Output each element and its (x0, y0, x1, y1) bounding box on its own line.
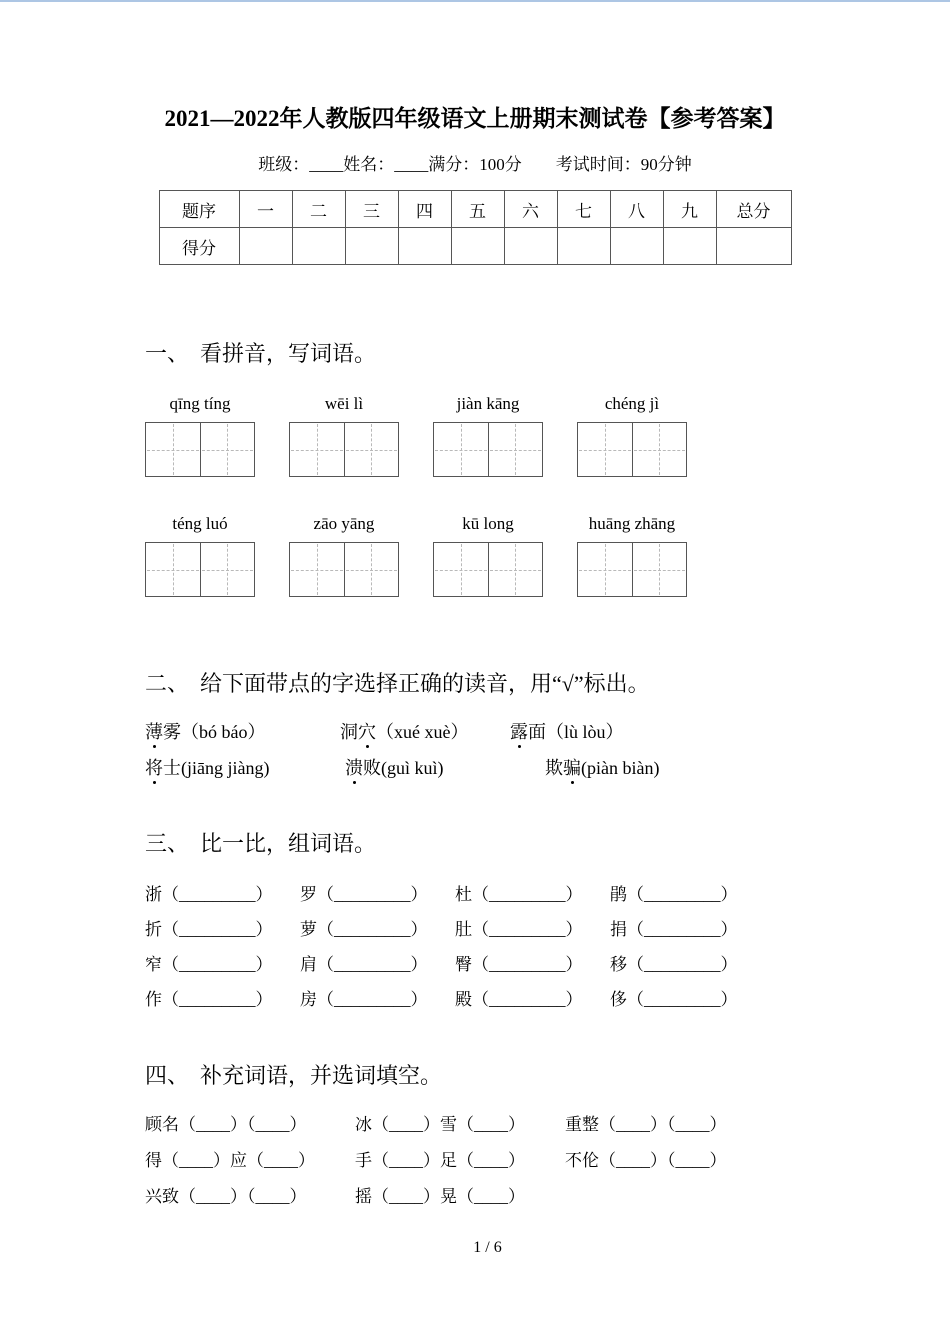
score-table-header-cell: 八 (610, 191, 663, 228)
fill-idiom-block (145, 1107, 830, 1215)
pinyin-word-group (433, 513, 543, 597)
score-cell-empty (398, 228, 451, 265)
fill-idiom-item: 顾名（____）（____） (145, 1115, 307, 1134)
writing-grid-box (433, 422, 543, 477)
writing-grid-cell (632, 423, 687, 476)
word-post: (piàn biàn) (581, 758, 660, 778)
fill-idiom-item: 得（____）应（____） (145, 1151, 315, 1170)
phonetic-choice-item (345, 755, 545, 781)
phonetic-choice-item (510, 719, 624, 745)
score-table-header-cell: 二 (292, 191, 345, 228)
top-border-line (0, 0, 950, 2)
writing-grid-cell (290, 543, 344, 596)
word-formation-item: 侈（_________） (610, 990, 738, 1009)
score-table-header-cell: 七 (557, 191, 610, 228)
score-table-header-cell: 题序 (159, 191, 239, 228)
pinyin-label: zāo yāng (313, 514, 375, 533)
score-cell-empty (557, 228, 610, 265)
word-post: 败(guì kuì) (363, 758, 444, 778)
fill-idiom-row (145, 1143, 830, 1179)
dotted-character: 溃 (345, 755, 363, 781)
pinyin-word-group (577, 393, 687, 477)
writing-grid-box (577, 422, 687, 477)
writing-grid-cell (146, 423, 200, 476)
fill-idiom-item: 摇（____）晃（____） (355, 1187, 525, 1206)
writing-grid-cell (578, 423, 632, 476)
writing-grid-cell (578, 543, 632, 596)
word-pre: 欺 (545, 758, 563, 778)
page-number: 1 / 6 (473, 1239, 502, 1256)
page-title: 2021—2022年人教版四年级语文上册期末测试卷【参考答案】 (164, 106, 786, 131)
writing-grid-cell (344, 423, 399, 476)
dotted-character: 穴 (358, 719, 376, 745)
pinyin-label: qīng tíng (169, 394, 231, 413)
word-formation-item: 臀（_________） (455, 955, 583, 974)
writing-grid-box (145, 542, 255, 597)
writing-grid-cell (146, 543, 200, 596)
fill-idiom-item: 重整（____）（____） (565, 1115, 727, 1134)
phonetic-choice-item (145, 755, 345, 781)
score-cell-empty (292, 228, 345, 265)
writing-grid-box (289, 542, 399, 597)
word-formation-item: 殿（_________） (455, 990, 583, 1009)
dotted-character: 将 (145, 755, 163, 781)
writing-grid-cell (434, 543, 488, 596)
score-cell-empty (663, 228, 716, 265)
writing-grid-cell (434, 423, 488, 476)
writing-grid-cell (200, 543, 255, 596)
pinyin-word-group (145, 393, 255, 477)
pinyin-word-group (577, 513, 687, 597)
phonetic-choice-row-1 (145, 719, 830, 745)
writing-grid-box (433, 542, 543, 597)
word-formation-item: 肚（_________） (455, 920, 583, 939)
word-formation-item: 窄（_________） (145, 955, 273, 974)
section-three-heading: 三、 比一比，组词语。 (145, 831, 377, 856)
score-table-header-cell: 六 (504, 191, 557, 228)
pinyin-word-group (433, 393, 543, 477)
word-post: 雾（bó báo） (163, 722, 266, 742)
fill-idiom-row (145, 1107, 830, 1143)
score-cell-empty (610, 228, 663, 265)
word-formation-item: 鹃（_________） (610, 885, 738, 904)
fill-idiom-item: 手（____）足（____） (355, 1151, 525, 1170)
writing-grid-box (289, 422, 399, 477)
word-formation-item: 肩（_________） (300, 955, 428, 974)
word-post: 面（lù lòu） (528, 722, 624, 742)
dotted-character: 骗 (563, 755, 581, 781)
phonetic-choice-item (340, 719, 510, 745)
pinyin-label: téng luó (172, 514, 228, 533)
score-table-header-cell: 五 (451, 191, 504, 228)
writing-grid-box (577, 542, 687, 597)
writing-grid-cell (488, 543, 543, 596)
phonetic-choice-item (545, 755, 659, 781)
pinyin-word-group (289, 513, 399, 597)
word-formation-item: 折（_________） (145, 920, 273, 939)
score-table-header-cell: 三 (345, 191, 398, 228)
phonetic-choice-row-2 (145, 755, 830, 781)
score-cell-empty (716, 228, 791, 265)
fill-idiom-item: 不伦（____）（____） (565, 1151, 727, 1170)
score-table-score-row (159, 228, 791, 265)
fill-idiom-row (145, 1179, 830, 1215)
word-formation-row (145, 912, 830, 947)
writing-grid-box (145, 422, 255, 477)
section-two-heading: 二、 给下面带点的字选择正确的读音，用“√”标出。 (145, 671, 650, 696)
pinyin-word-group (289, 393, 399, 477)
score-cell-empty (345, 228, 398, 265)
score-table-header-cell: 总分 (716, 191, 791, 228)
word-post: （xué xuè） (376, 722, 469, 742)
writing-grid-cell (290, 423, 344, 476)
pinyin-label: chéng jì (604, 394, 660, 413)
pinyin-label: jiàn kāng (456, 394, 520, 413)
writing-grid-cell (344, 543, 399, 596)
phonetic-choice-item (145, 719, 340, 745)
dotted-character: 薄 (145, 719, 163, 745)
word-formation-block (145, 877, 830, 1017)
word-formation-row (145, 947, 830, 982)
section-four-heading: 四、 补充词语，并选词填空。 (145, 1063, 443, 1088)
score-cell-empty (239, 228, 292, 265)
exam-content (0, 339, 950, 1257)
word-pre: 洞 (340, 722, 358, 742)
score-cell-empty (451, 228, 504, 265)
writing-grid-cell (200, 423, 255, 476)
word-formation-row (145, 877, 830, 912)
word-formation-item: 作（_________） (145, 990, 273, 1009)
score-table-header-cell: 四 (398, 191, 451, 228)
word-formation-item: 移（_________） (610, 955, 738, 974)
word-formation-item: 罗（_________） (300, 885, 428, 904)
word-formation-item: 萝（_________） (300, 920, 428, 939)
pinyin-row-2 (145, 513, 830, 597)
fill-idiom-item: 兴致（____）（____） (145, 1187, 307, 1206)
section-one-heading: 一、 看拼音，写词语。 (145, 341, 377, 366)
exam-info-line: 班级：____姓名：____满分：100分 考试时间：90分钟 (258, 155, 692, 174)
score-row-label: 得分 (159, 228, 239, 265)
pinyin-row-1 (145, 393, 830, 477)
score-table-header-cell: 九 (663, 191, 716, 228)
writing-grid-cell (488, 423, 543, 476)
pinyin-label: wēi lì (324, 394, 364, 413)
score-table (159, 190, 792, 265)
pinyin-label: huāng zhāng (588, 514, 676, 533)
pinyin-word-group (145, 513, 255, 597)
word-formation-item: 捐（_________） (610, 920, 738, 939)
word-post: 士(jiāng jiàng) (163, 758, 270, 778)
score-table-header-row (159, 191, 791, 228)
score-table-header-cell: 一 (239, 191, 292, 228)
pinyin-label: kū long (462, 514, 514, 533)
fill-idiom-item: 冰（____）雪（____） (355, 1115, 525, 1134)
writing-grid-cell (632, 543, 687, 596)
word-formation-row (145, 982, 830, 1017)
word-formation-item: 杜（_________） (455, 885, 583, 904)
dotted-character: 露 (510, 719, 528, 745)
word-formation-item: 浙（_________） (145, 885, 273, 904)
score-cell-empty (504, 228, 557, 265)
word-formation-item: 房（_________） (300, 990, 428, 1009)
